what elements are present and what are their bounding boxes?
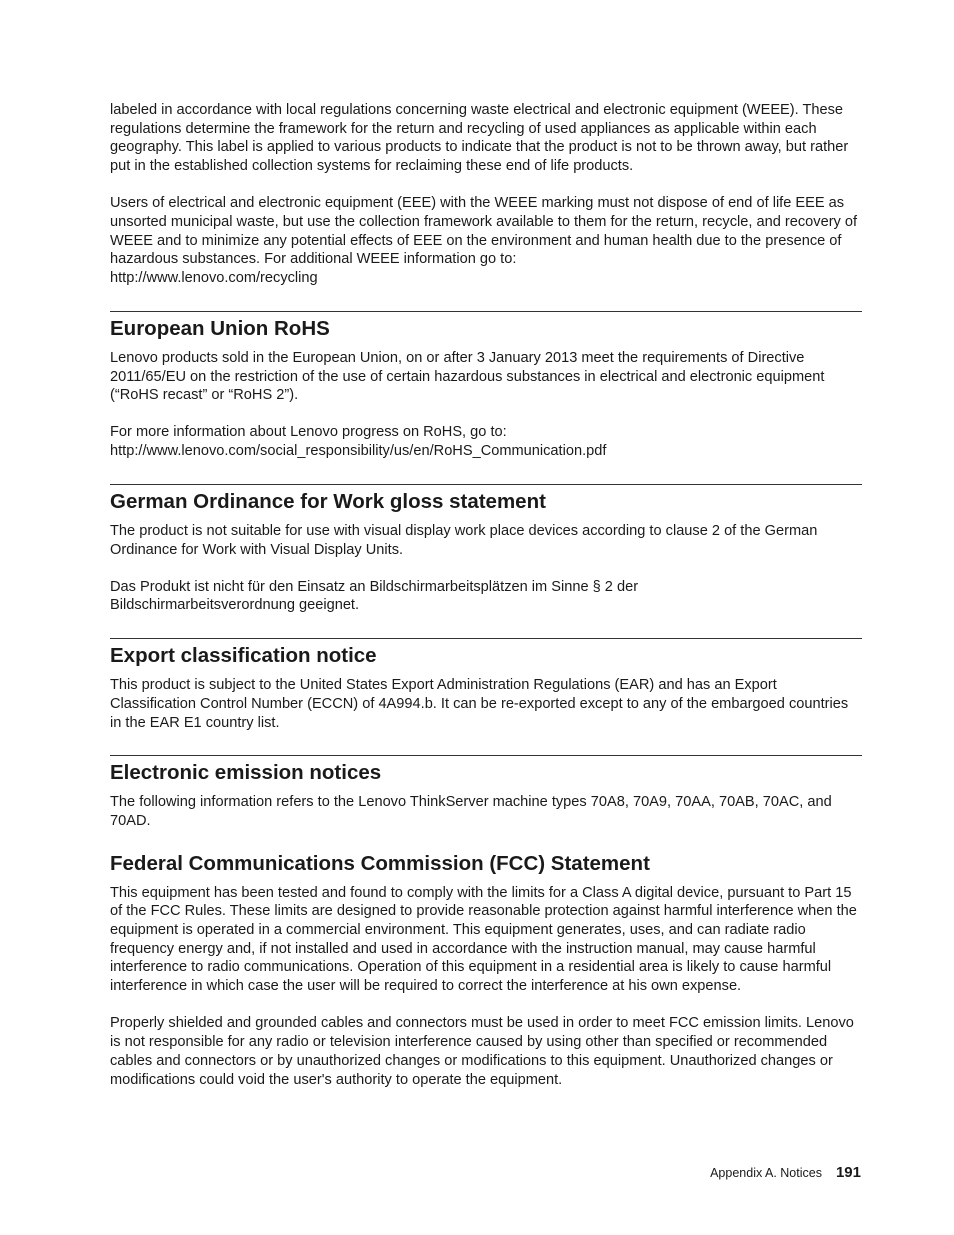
fcc-heading: Federal Communications Commission (FCC) Statement xyxy=(110,851,650,875)
rohs-heading: European Union RoHS xyxy=(110,316,330,340)
german-ordinance-heading: German Ordinance for Work gloss statement xyxy=(110,489,546,513)
export-paragraph: This product is subject to the United States Export Administration Regulations (EAR) and has an Export Classification Control Number (ECCN) of 4A994.b. It can be re-exported except to any of the embargoed countries in the EAR E1 country list. xyxy=(110,677,849,731)
page-number: 191 xyxy=(835,1164,861,1181)
section-divider xyxy=(110,484,862,485)
rohs-paragraph: Lenovo products sold in the European Union, on or after 3 January 2013 meet the requirements of Directive 2011/65/EU on the restriction of the use of certain hazardous substances in electrical and electronic equipment (“RoHS recast” or “RoHS 2”). xyxy=(110,349,825,404)
export-heading: Export classification notice xyxy=(110,644,377,668)
german-text-line-1: Das Produkt ist nicht für den Einsatz an Bildschirmarbeitsplätzen im Sinne § 2 der xyxy=(110,578,639,595)
fcc-paragraph: This equipment has been tested and found to comply with the limits for a Class A digital device, pursuant to Part 15 of the FCC Rules. These limits are designed to provide reasonable protection against harmful interference when the equipment is operated in a commercial environment. This equipment generates, uses, and can radiate radio frequency energy and, if not installed and used in accordance with the instruction manual, may cause harmful interference to radio communications. Operation of this equipment in a residential area is likely to cause harmful interference in which case the user will be required to correct the interference at his own expense. xyxy=(110,884,857,995)
section-divider xyxy=(110,755,862,756)
german-text-line-2: Bildschirmarbeitsverordnung geeignet. xyxy=(110,597,360,614)
recycling-link[interactable]: http://www.lenovo.com/recycling xyxy=(110,270,318,287)
german-ordinance-paragraph: The product is not suitable for use with visual display work place devices according to clause 2 of the German Ordinance for Work with Visual Display Units. xyxy=(110,522,818,558)
weee-paragraph: labeled in accordance with local regulations concerning waste electrical and electronic equipment (WEEE). These regulations determine the framework for the return and recycling of used appliances as applicable within each geography. This label is applied to various products to indicate that the product is not to be thrown away, but rather put in the established collection systems for reclaiming these end of life products. xyxy=(110,102,849,175)
weee-disposal-paragraph xyxy=(110,194,862,288)
german-ordinance-german-paragraph xyxy=(110,578,862,615)
footer-section-label: Appendix A. Notices xyxy=(710,1166,822,1180)
section-divider xyxy=(110,311,862,312)
emission-paragraph: The following information refers to the Lenovo ThinkServer machine types 70A8, 70A9, 70AA, 70AB, 70AC, and 70AD. xyxy=(110,794,832,829)
weee-disposal-text: Users of electrical and electronic equipment (EEE) with the WEEE marking must not dispose of end of life EEE as unsorted municipal waste, but use the collection framework available to them for the return, recycle, and recovery of WEEE and to minimize any potential effects of EEE on the environment and human health due to the presence of hazardous substances. For additional WEEE information go to: xyxy=(110,195,858,268)
rohs-link[interactable]: http://www.lenovo.com/social_responsibility/us/en/RoHS_Communication.pdf xyxy=(110,443,607,460)
rohs-info-paragraph xyxy=(110,423,862,460)
fcc-cables-paragraph: Properly shielded and grounded cables and connectors must be used in order to meet FCC emission limits. Lenovo is not responsible for any radio or television interference caused by using other than specified or recommended cables and connectors or by unauthorized changes or modifications to this equipment. Unauthorized changes or modifications could void the user's authority to operate the equipment. xyxy=(110,1015,854,1088)
emission-heading: Electronic emission notices xyxy=(110,761,382,785)
section-divider xyxy=(110,638,862,639)
page-footer xyxy=(710,1163,861,1183)
rohs-info-text: For more information about Lenovo progress on RoHS, go to: xyxy=(110,424,507,441)
page-content xyxy=(110,101,862,1089)
